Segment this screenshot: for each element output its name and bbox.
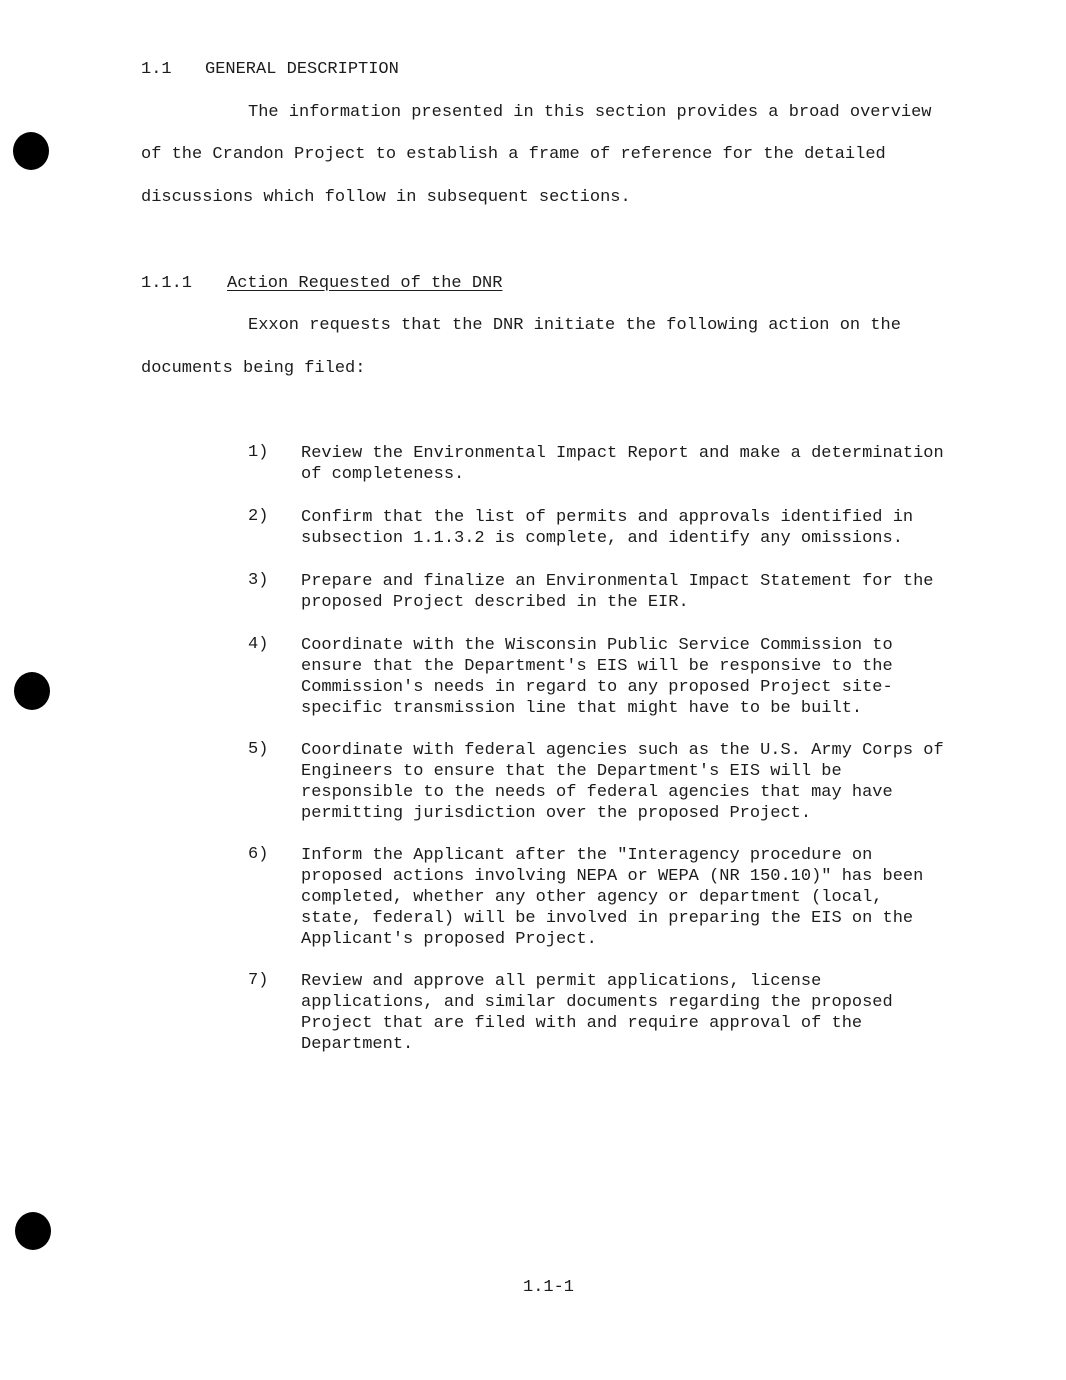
list-item [301, 507, 981, 549]
section-number: 1.1 [141, 60, 172, 79]
list-item-number: 5) [248, 740, 269, 759]
punch-hole-middle [14, 672, 50, 710]
list-item-number: 1) [248, 443, 269, 462]
section-paragraph-line-3: discussions which follow in subsequent sections. [141, 188, 631, 207]
subsection-intro-line-1: Exxon requests that the DNR initiate the following action on the [248, 316, 901, 335]
section-paragraph-line-2: of the Crandon Project to establish a frame of reference for the detailed [141, 145, 886, 164]
list-item-line: Commission's needs in regard to any proposed Project site- [301, 678, 893, 697]
list-item-line: ensure that the Department's EIS will be responsive to the [301, 657, 893, 676]
section-paragraph-line-1: The information presented in this section provides a broad overview [248, 103, 932, 122]
list-item-line: state, federal) will be involved in preparing the EIS on the [301, 909, 914, 928]
list-item-line: proposed Project described in the EIR. [301, 593, 689, 612]
list-item-number: 7) [248, 971, 269, 990]
list-item-line: permitting jurisdiction over the proposed Project. [301, 804, 812, 823]
section-title: GENERAL DESCRIPTION [205, 60, 399, 79]
punch-hole-bottom [15, 1212, 51, 1250]
list-item-line: applications, and similar documents regarding the proposed [301, 993, 893, 1012]
list-item [301, 635, 981, 719]
list-item-line: Review and approve all permit applications, license [301, 972, 822, 991]
list-item-line: of completeness. [301, 465, 465, 484]
list-item-line: Department. [301, 1035, 414, 1054]
list-item [301, 971, 981, 1055]
page-number: 1.1-1 [523, 1278, 575, 1297]
list-item-line: completed, whether any other agency or department (local, [301, 888, 883, 907]
list-item-number: 6) [248, 845, 269, 864]
list-item-number: 4) [248, 635, 269, 654]
list-item-line: proposed actions involving NEPA or WEPA (NR 150.10)" has been [301, 867, 924, 886]
subsection-intro-line-2: documents being filed: [141, 359, 366, 378]
list-item-line: Confirm that the list of permits and approvals identified in [301, 508, 914, 527]
list-item [301, 571, 981, 613]
list-item [301, 845, 981, 950]
list-item-line: subsection 1.1.3.2 is complete, and identify any omissions. [301, 529, 903, 548]
list-item-line: Review the Environmental Impact Report and make a determination [301, 444, 944, 463]
list-item-line: Engineers to ensure that the Department's EIS will be [301, 762, 842, 781]
list-item [301, 443, 981, 485]
list-item-line: Inform the Applicant after the "Interagency procedure on [301, 846, 873, 865]
list-item-line: Applicant's proposed Project. [301, 930, 597, 949]
list-item-line: responsible to the needs of federal agencies that may have [301, 783, 893, 802]
list-item-line: Project that are filed with and require approval of the [301, 1014, 863, 1033]
list-item-line: Coordinate with the Wisconsin Public Service Commission to [301, 636, 893, 655]
list-item-line: Prepare and finalize an Environmental Impact Statement for the [301, 572, 934, 591]
list-item [301, 740, 981, 824]
list-item-line: specific transmission line that might have to be built. [301, 699, 863, 718]
subsection-title: Action Requested of the DNR [227, 274, 503, 293]
subsection-number: 1.1.1 [141, 274, 193, 293]
list-item-number: 2) [248, 507, 269, 526]
list-item-number: 3) [248, 571, 269, 590]
list-item-line: Coordinate with federal agencies such as the U.S. Army Corps of [301, 741, 944, 760]
punch-hole-top [13, 132, 49, 170]
